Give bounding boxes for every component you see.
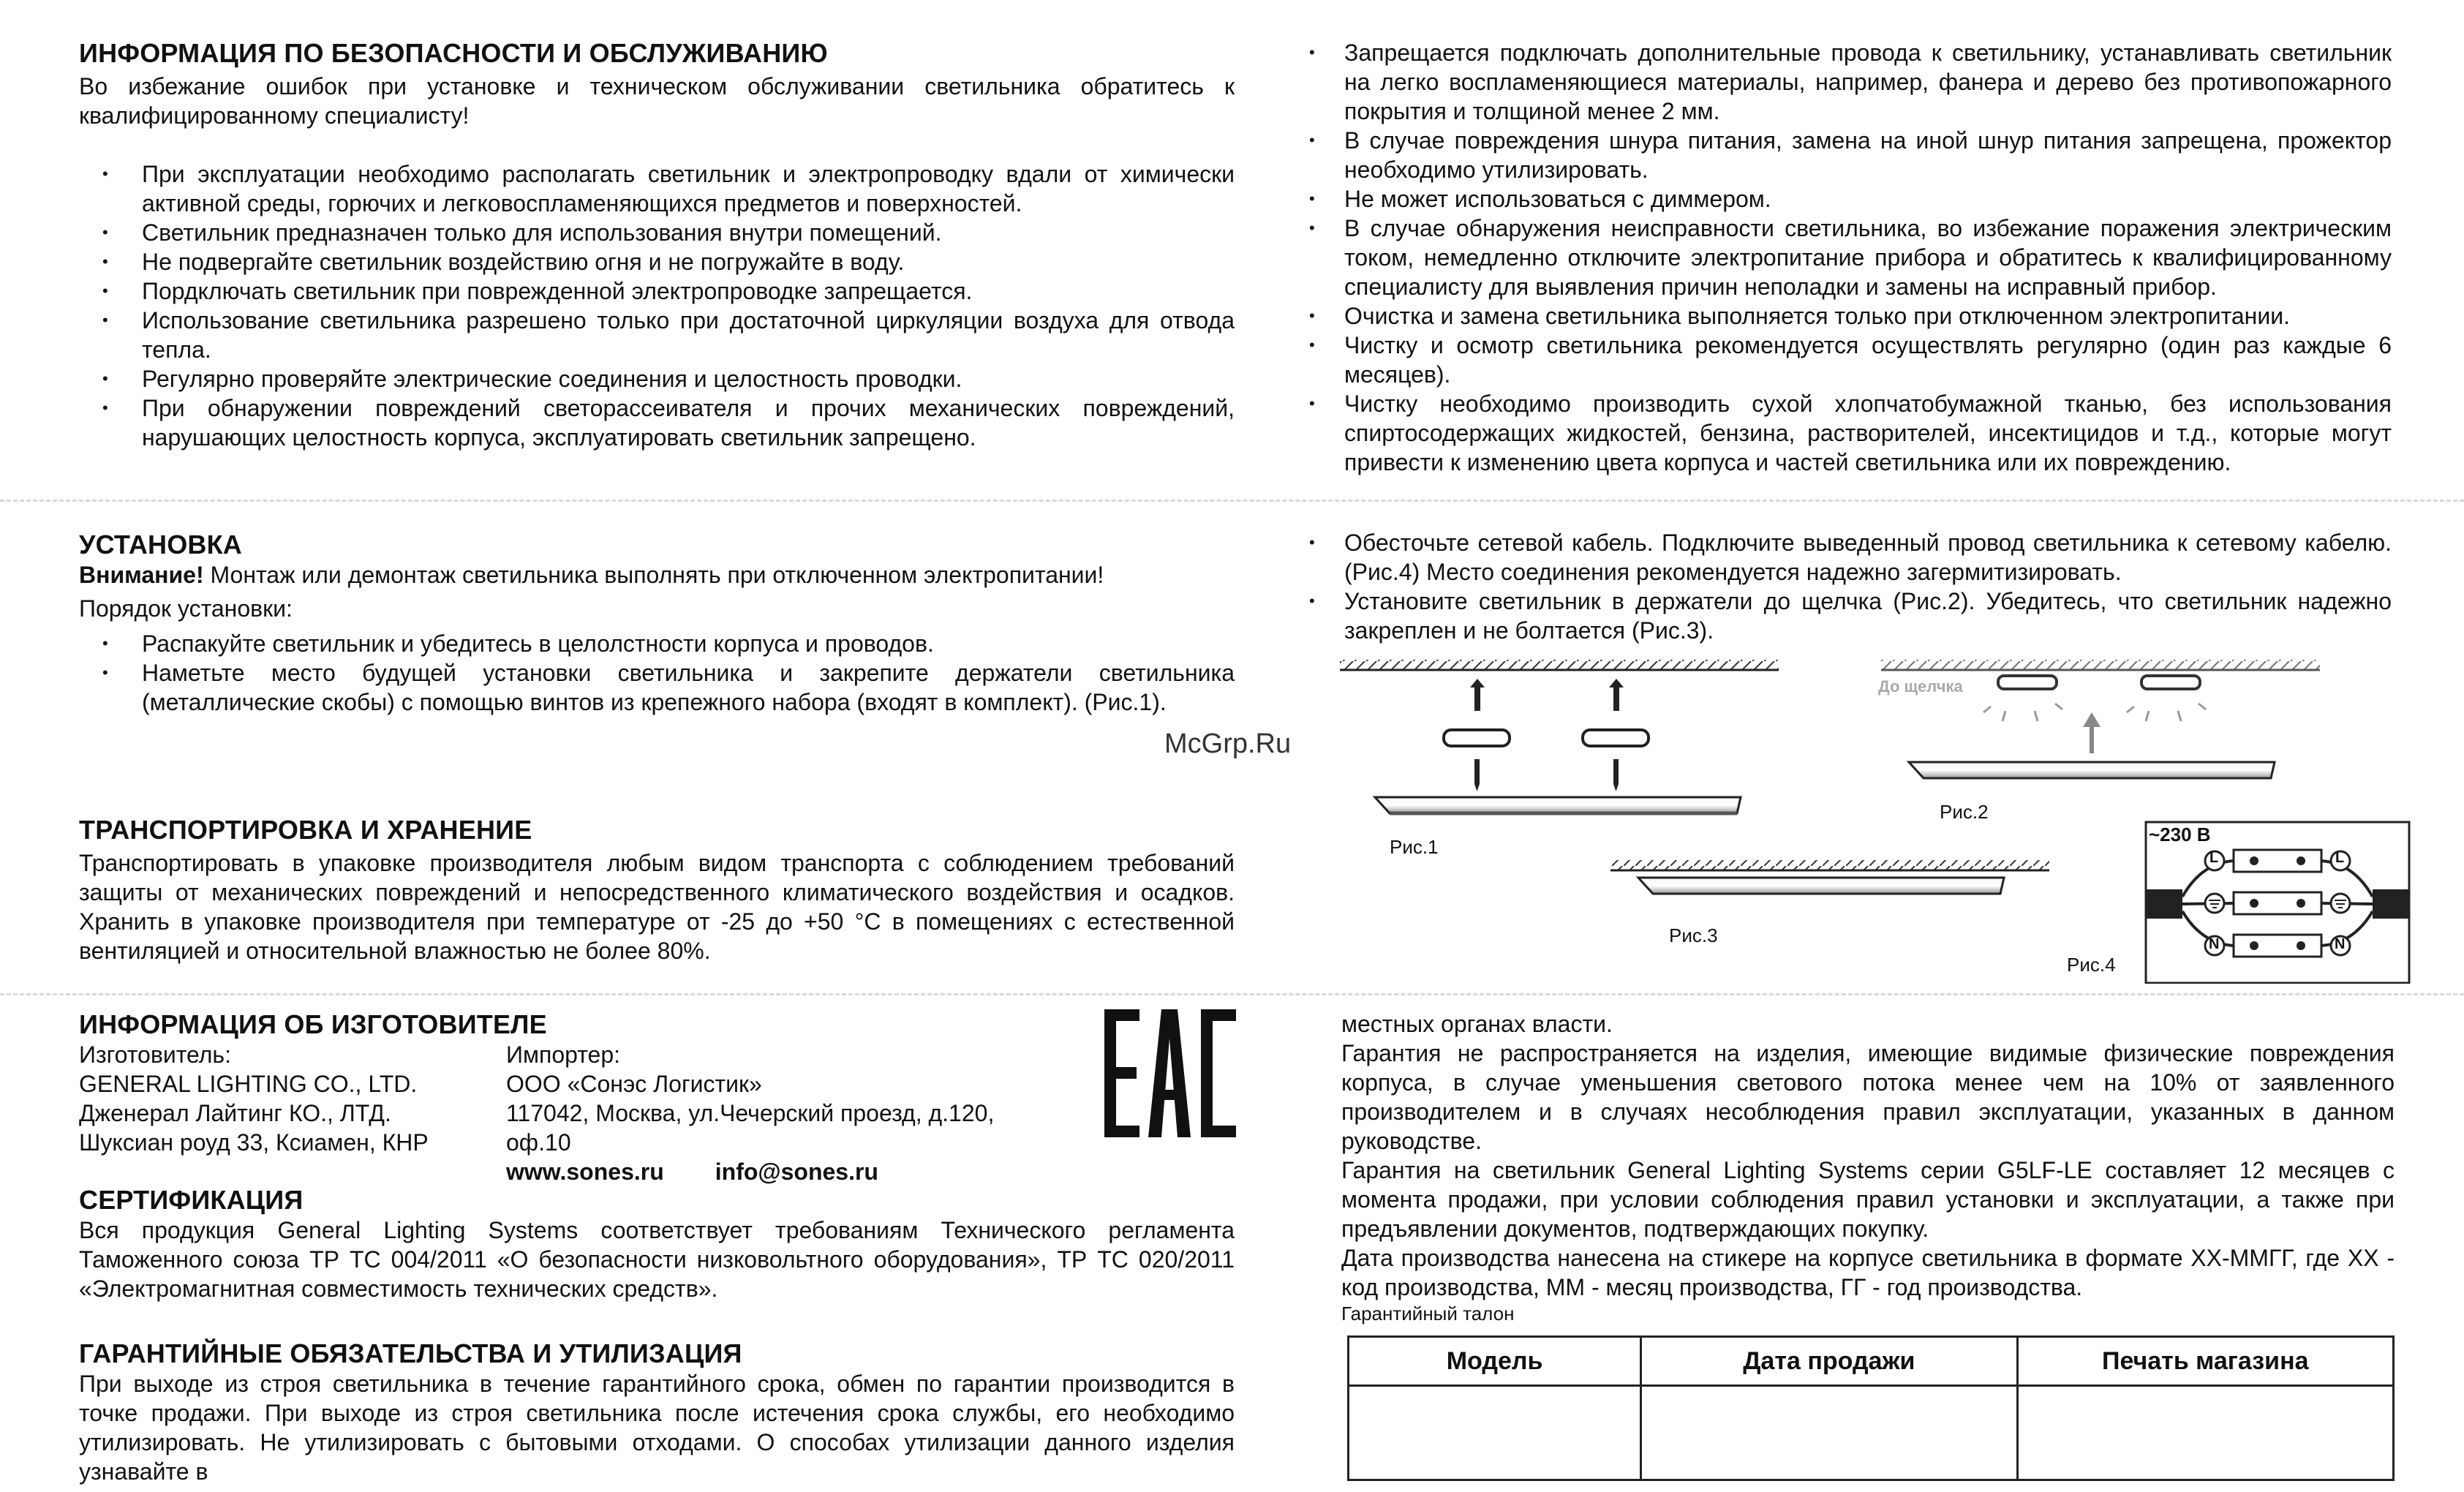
- terminal-l-left: L: [2209, 850, 2219, 866]
- list-item: • Чистку и осмотр светильника рекомендуется осуществлять регулярно (один раз каждые 6 месяцев).: [1309, 331, 2392, 389]
- importer-line: ООО «Сонэс Логистик»: [506, 1071, 762, 1097]
- transport-section: [79, 815, 1235, 965]
- install-warning: [79, 560, 1235, 589]
- terminal-n-right: N: [2335, 936, 2346, 952]
- website-link[interactable]: www.sones.ru: [506, 1158, 664, 1185]
- table-header-row: [1349, 1337, 2394, 1386]
- figure-3-label: Рис.3: [1669, 924, 1718, 946]
- safety-section-right: [1309, 38, 2392, 477]
- list-item: • Установите светильник в держатели до щелчка (Рис.2). Убедитесь, что светильник надежно закреплен и не болтается (Рис.3).: [1309, 587, 2392, 645]
- table-row: [1349, 1386, 2394, 1480]
- store-stamp-cell[interactable]: [2017, 1386, 2393, 1480]
- warranty-text-right-1: местных органах власти.: [1341, 1011, 1613, 1037]
- transport-title: ТРАНСПОРТИРОВКА И ХРАНЕНИЕ: [79, 815, 532, 845]
- eac-logo: [1104, 1009, 1236, 1137]
- list-item: • Запрещается подключать дополнительные провода к светильнику, устанавливать светильник на легко воспламеняющиеся материалы, например, фанера и дерево без противопожарного покрытия и толщиной менее 2 мм.: [1309, 38, 2392, 126]
- maker-line: GENERAL LIGHTING CO., LTD.: [79, 1071, 418, 1097]
- installation-figures: [1331, 651, 2414, 984]
- warranty-text-left: При выходе из строя светильника в течение гарантийного срока, обмен по гарантии производится в точке продажи. При выходе из строя светильника после истечения срока службы, его необходимо утилизировать. Не утилизировать с бытовыми отходами. О способах утилизации данного изделия узнавайте в: [79, 1371, 1235, 1485]
- figure-1-label: Рис.1: [1390, 836, 1439, 858]
- list-item: • Обесточьте сетевой кабель. Подключите выведенный провод светильника к сетевому кабелю. (Рис.4) Место соединения рекомендуется надежно загермитизировать.: [1309, 528, 2392, 587]
- maker-line: Шуксиан роуд 33, Ксиамен, КНР: [79, 1129, 429, 1156]
- list-item: • Наметьте место будущей установки светильника и закрепите держатели светильника (металлические скобы) с помощью винтов из крепежного набора (входят в комплект). (Рис.1).: [79, 658, 1235, 717]
- list-item: • Очистка и замена светильника выполняется только при отключенном электропитании.: [1309, 301, 2392, 331]
- figure-2-label: Рис.2: [1940, 801, 1989, 823]
- model-cell[interactable]: [1349, 1386, 1641, 1480]
- warranty-title: ГАРАНТИЙНЫЕ ОБЯЗАТЕЛЬСТВА И УТИЛИЗАЦИЯ: [79, 1338, 742, 1368]
- safety-list: [79, 159, 1235, 452]
- warranty-text-right-3: Гарантия на светильник General Lighting Systems серии G5LF-LE составляет 12 месяцев с момента продажи, при условии соблюдения правил установки и эксплуатации, а также при предъявлении документов, подтверждающих покупку.: [1341, 1157, 2395, 1242]
- safety-title: ИНФОРМАЦИЯ ПО БЕЗОПАСНОСТИ И ОБСЛУЖИВАНИЮ: [79, 38, 828, 68]
- install-section-right: [1309, 528, 2392, 645]
- install-order-label: Порядок установки:: [79, 595, 293, 622]
- list-item: • При обнаружении повреждений светорассеивателя и прочих механических повреждений, нарушающих целостность корпуса, эксплуатировать светильник запрещено.: [79, 393, 1235, 452]
- install-title: УСТАНОВКА: [79, 530, 242, 560]
- importer-label: Импортер:: [506, 1041, 620, 1068]
- install-list-continued: [1309, 528, 2392, 645]
- figure-2-note: До щелчка: [1878, 677, 1963, 696]
- list-item: • Использование светильника разрешено только при достаточной циркуляции воздуха для отвода тепла.: [79, 306, 1235, 364]
- maker-line: Дженерал Лайтинг КО., ЛТД.: [79, 1100, 391, 1126]
- list-item: • Регулярно проверяйте электрические соединения и целостность проводки.: [79, 364, 1235, 393]
- separator-bottom: [0, 993, 2464, 995]
- transport-text: Транспортировать в упаковке производителя любым видом транспорта с соблюдением требований защиты от механических повреждений и непосредственного климатического воздействия и осадков. Хранить в упаковке производителя при температуре от -25 до +50 °С в помещениях с естественной вентиляцией и относительной влажностью не более 80%.: [79, 850, 1235, 964]
- coupon-label: Гарантийный талон: [1341, 1303, 1515, 1325]
- table-header-sale-date: Дата продажи: [1641, 1337, 2017, 1386]
- figure-1-diagram: [1340, 660, 1779, 813]
- maker-label: Изготовитель:: [79, 1041, 231, 1068]
- table-header-store-stamp: Печать магазина: [2017, 1337, 2393, 1386]
- manufacturer-title: ИНФОРМАЦИЯ ОБ ИЗГОТОВИТЕЛЕ: [79, 1009, 547, 1039]
- email-link[interactable]: info@sones.ru: [715, 1158, 878, 1185]
- install-section: [79, 530, 1235, 717]
- list-item: • Распакуйте светильник и убедитесь в целолстности корпуса и проводов.: [79, 629, 1235, 658]
- list-item: • Светильник предназначен только для использования внутри помещений.: [79, 218, 1235, 247]
- separator-top: [0, 500, 2464, 502]
- table-header-model: Модель: [1349, 1337, 1641, 1386]
- manufacturer-section: [79, 1009, 1074, 1185]
- warranty-coupon-table: [1347, 1335, 2395, 1481]
- list-item: • Чистку необходимо производить сухой хлопчатобумажной тканью, без использования спиртосодержащих жидкостей, бензина, растворителей, инсектицидов и т.д., которые могут привести к изменению цвета корпуса и частей светильника или их повреждению.: [1309, 389, 2392, 477]
- safety-section-left: [79, 38, 1235, 452]
- warranty-text-right-4: Дата производства нанесена на стикере на корпусе светильника в формате ХХ-ММГГ, где ХХ - код производства, ММ - месяц производства, ГГ - год производства.: [1341, 1245, 2395, 1300]
- figure-3-diagram: [1610, 860, 2049, 894]
- certification-title: СЕРТИФИКАЦИЯ: [79, 1185, 304, 1215]
- list-item: • В случае обнаружения неисправности светильника, во избежание поражения электрическим током, немедленно отключите электропитание прибора и обратитесь к квалифицированному специалисту для выявления причин неполадки и замены на исправный прибор.: [1309, 214, 2392, 301]
- certification-section: [79, 1185, 1235, 1303]
- watermark: McGrp.Ru: [1164, 728, 1292, 759]
- list-item: • В случае повреждения шнура питания, замена на иной шнур питания запрещена, прожектор необходимо утилизировать.: [1309, 126, 2392, 184]
- list-item: • Не может использоваться с диммером.: [1309, 184, 2392, 214]
- sale-date-cell[interactable]: [1641, 1386, 2017, 1480]
- warning-label: Внимание!: [79, 562, 204, 588]
- warranty-text-right-2: Гарантия не распространяется на изделия, имеющие видимые физические повреждения корпуса, в случае уменьшения светового потока менее чем на 10% от заявленного производителем и в случаях несоблюдения правил эксплуатации, указанных в данном руководстве.: [1341, 1040, 2395, 1154]
- warranty-section: [79, 1338, 1235, 1486]
- safety-list-continued: [1309, 38, 2392, 477]
- voltage-label: ~230 В: [2149, 824, 2211, 845]
- list-item: • Пордключать светильник при поврежденной электропроводке запрещается.: [79, 276, 1235, 306]
- safety-intro: Во избежание ошибок при установке и техническом обслуживании светильника обратитесь к квалифицированному специалисту!: [79, 73, 1235, 129]
- figure-4-wiring-diagram: [2146, 822, 2409, 983]
- maker-block: [79, 1040, 489, 1157]
- warranty-section-right: [1341, 1009, 2395, 1302]
- install-list: [79, 629, 1235, 717]
- importer-block: [506, 1040, 1062, 1186]
- figure-4-label: Рис.4: [2067, 954, 2116, 976]
- importer-line: 117042, Москва, ул.Чечерский проезд, д.120, оф.10: [506, 1100, 995, 1156]
- list-item: • Не подвергайте светильник воздействию огня и не погружайте в воду.: [79, 247, 1235, 276]
- terminal-l-right: L: [2335, 850, 2345, 866]
- terminal-n-left: N: [2209, 936, 2220, 952]
- list-item: • При эксплуатации необходимо располагать светильник и электропроводку вдали от химически активной среды, горючих и легковоспламеняющихся предметов и поверхностей.: [79, 159, 1235, 218]
- contact-line: [506, 1157, 1062, 1186]
- certification-text: Вся продукция General Lighting Systems соответствует требованиям Технического регламента Таможенного союза ТР ТС 004/2011 «О безопасности низковольтного оборудования», ТР ТС 020/2011 «Электромагнитная совместимость технических средств».: [79, 1217, 1235, 1302]
- warning-text: Монтаж или демонтаж светильника выполнять при отключенном электропитании!: [203, 562, 1104, 588]
